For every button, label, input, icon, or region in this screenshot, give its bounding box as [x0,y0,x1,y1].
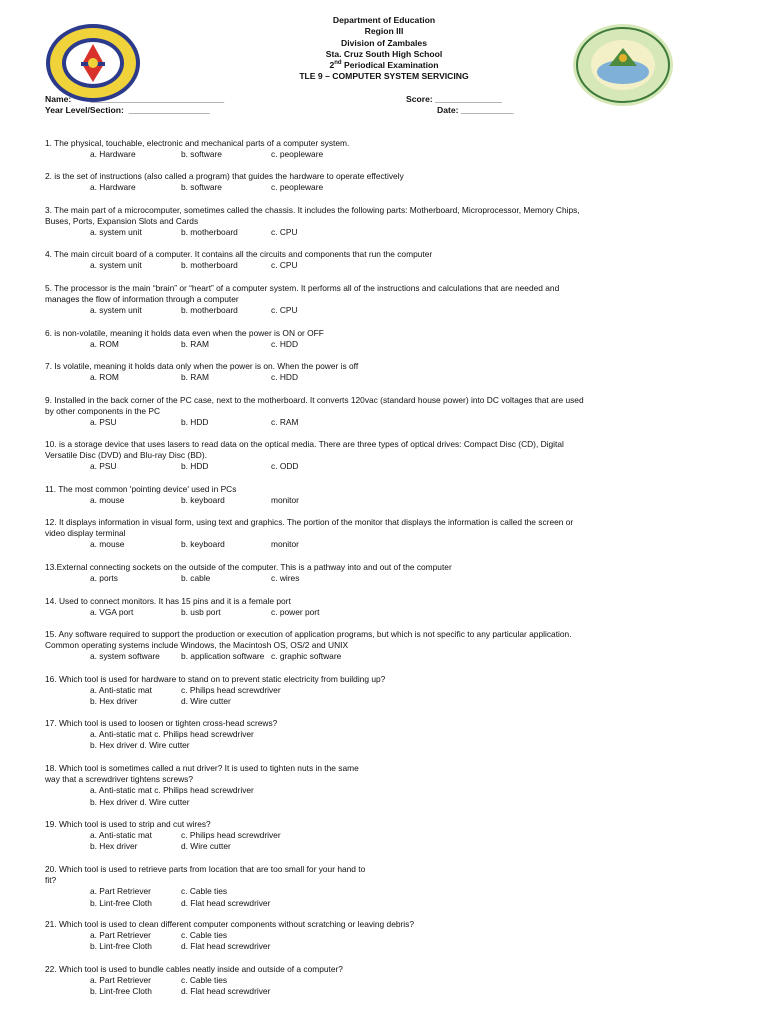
question-item [45,517,725,551]
question-text: 9. Installed in the back corner of the PC case, next to the motherboard. It converts 120vac (standard house power) into DC voltages that are used by other components in the PC [45,395,584,417]
answer-option[interactable]: b. Hex driver d. Wire cutter [90,796,190,807]
question-item [45,361,725,383]
question-text: 1. The physical, touchable, electronic and mechanical parts of a computer system. [45,138,350,148]
answer-option[interactable]: a. system unit [90,305,142,316]
answer-option[interactable]: b. Hex driver [90,696,138,707]
question-text: 4. The main circuit board of a computer. It contains all the circuits and components that run the computer [45,249,433,259]
header-division: Division of Zambales [341,38,427,48]
options-row [45,841,725,852]
answer-option[interactable]: b. keyboard [181,495,225,506]
header-subject: TLE 9 – COMPUTER SYSTEM SERVICING [299,71,469,81]
answer-option[interactable]: b. Lint-free Cloth [90,941,152,952]
answer-option[interactable]: a. PSU [90,461,117,472]
answer-option[interactable]: c. Cable ties [181,886,228,897]
question-text: 3. The main part of a microcomputer, sometimes called the chassis. It includes the following parts: Motherboard, Microprocessor, Memory Chips, Buses, Ports, Expansion Slots and Cards [45,205,580,227]
options-row [45,149,725,160]
options-row [45,740,725,751]
question-text: 5. The processor is the main “brain” or “heart” of a computer system. It performs all of the instructions and calculations that are needed and manages the flow of information through a computer [45,283,560,305]
question-text: 21. Which tool is used to clean different computer components without scratching or leaving debris? [45,919,415,929]
answer-option[interactable]: c. RAM [271,417,299,428]
question-text: 11. The most common 'pointing device' used in PCs [45,484,237,494]
question-text: 16. Which tool is used for hardware to stand on to prevent static electricity from building up? [45,674,386,684]
question-item [45,596,725,618]
question-item [45,484,725,506]
question-item [45,249,725,271]
options-row [45,785,725,796]
answer-option[interactable]: c. HDD [271,339,298,350]
question-item [45,718,725,752]
options-row [45,260,725,271]
question-item [45,864,725,909]
options-row [45,339,725,350]
answer-option[interactable]: d. Flat head screwdriver [181,897,271,908]
answer-option[interactable]: a. ROM [90,339,119,350]
answer-option[interactable]: a. Part Retriever [90,930,151,941]
answer-option[interactable]: c. peopleware [271,149,324,160]
answer-option[interactable]: b. RAM [181,339,209,350]
answer-option[interactable]: b. Hex driver [90,841,138,852]
question-text: 10. is a storage device that uses lasers to read data on the optical media. There are three types of optical drives: Compact Disc (CD), Digital Versatile Disc (DVD) and Blu-ray Disc (BD). [45,439,564,461]
question-item [45,964,725,998]
question-text: 14. Used to connect monitors. It has 15 pins and it is a female port [45,596,291,606]
header-department: Department of Education [332,15,436,25]
question-item [45,919,725,953]
name-field[interactable]: Name: ____________________________ [45,94,225,104]
options-row [45,729,725,740]
question-item [45,171,725,193]
answer-option[interactable]: a. Part Retriever [90,886,151,897]
answer-option[interactable]: a. Anti-static mat [90,830,152,841]
question-text: 13.External connecting sockets on the outside of the computer. This is a pathway into and out of the computer [45,562,452,572]
answer-option[interactable]: c. CPU [271,260,298,271]
question-item [45,562,725,584]
question-item [45,283,725,317]
answer-option[interactable]: d. Flat head screwdriver [181,986,271,997]
answer-option[interactable]: b. software [181,182,222,193]
question-text: 17. Which tool is used to loosen or tighten cross-head screws? [45,718,278,728]
answer-option[interactable]: c. Cable ties [181,975,228,986]
answer-option[interactable]: a. ROM [90,372,119,383]
question-text: 19. Which tool is used to strip and cut wires? [45,819,211,829]
question-text: 6. is non-volatile, meaning it holds data even when the power is ON or OFF [45,328,324,338]
answer-option[interactable]: a. VGA port [90,607,134,618]
question-text: 18. Which tool is sometimes called a nut driver? It is used to tighten nuts in the same way that a screwdriver tightens screws? [45,763,359,785]
answer-option[interactable]: a. Anti-static mat c. Philips head screwdriver [90,729,254,740]
answer-option[interactable]: c. HDD [271,372,298,383]
answer-option[interactable]: a. mouse [90,539,125,550]
question-text: 15. Any software required to support the production or execution of application programs, but which is not specific to any particular application. Common operating systems include Windows, the Macintosh OS, OS/2 and UNIX [45,629,572,651]
answer-option[interactable]: a. system unit [90,227,142,238]
options-row [45,651,725,662]
question-item [45,328,725,350]
answer-option[interactable]: b. RAM [181,372,209,383]
options-row [45,607,725,618]
answer-option[interactable]: a. Anti-static mat [90,685,152,696]
answer-option[interactable]: d. Wire cutter [181,841,231,852]
answer-option[interactable]: a. Hardware [90,182,136,193]
options-row [45,539,725,550]
answer-option[interactable]: c. Cable ties [181,930,228,941]
question-text: 2. is the set of instructions (also called a program) that guides the hardware to operate effectively [45,171,404,181]
answer-option[interactable]: a. Hardware [90,149,136,160]
score-field[interactable]: Score: ______________ [406,94,503,104]
answer-option[interactable]: b. HDD [181,461,209,472]
question-item [45,763,725,808]
question-item [45,395,725,429]
answer-option[interactable]: b. usb port [181,607,221,618]
options-row [45,986,725,997]
options-row [45,182,725,193]
answer-option[interactable]: b. HDD [181,417,209,428]
question-item [45,439,725,473]
answer-option[interactable]: b. motherboard [181,227,238,238]
answer-option[interactable]: b. motherboard [181,260,238,271]
answer-option[interactable]: c. Philips head screwdriver [181,685,281,696]
header-school: Sta. Cruz South High School [325,49,443,59]
options-row [45,461,725,472]
options-row [45,417,725,428]
answer-option[interactable]: b. motherboard [181,305,238,316]
options-row [45,305,725,316]
answer-option[interactable]: c. CPU [271,305,298,316]
answer-option[interactable]: c. peopleware [271,182,324,193]
options-row [45,696,725,707]
answer-option[interactable]: b. cable [181,573,211,584]
header-region: Region III [364,26,404,36]
answer-option[interactable]: monitor [271,539,299,550]
options-row [45,930,725,941]
question-text: 22. Which tool is used to bundle cables neatly inside and outside of a computer? [45,964,343,974]
answer-option[interactable]: c. graphic software [271,651,342,662]
answer-option[interactable]: a. system software [90,651,160,662]
answer-option[interactable]: b. Hex driver d. Wire cutter [90,740,190,751]
options-row [45,227,725,238]
question-item [45,819,725,853]
options-row [45,898,725,909]
options-row [45,372,725,383]
answer-option[interactable]: a. ports [90,573,118,584]
options-row [45,830,725,841]
answer-option[interactable]: c. ODD [271,461,299,472]
options-row [45,975,725,986]
question-item [45,205,725,239]
answer-option[interactable]: b. software [181,149,222,160]
options-row [45,685,725,696]
question-text: 12. It displays information in visual form, using text and graphics. The portion of the monitor that displays the information is called the screen or video display terminal [45,517,574,539]
answer-option[interactable]: c. power port [271,607,320,618]
answer-option[interactable]: b. Lint-free Cloth [90,986,152,997]
options-row [45,941,725,952]
options-row [45,495,725,506]
question-item [45,674,725,708]
answer-option[interactable]: c. wires [271,573,300,584]
answer-option[interactable]: d. Flat head screwdriver [181,941,271,952]
year-section-field[interactable]: Year Level/Section: _________________ [45,105,210,115]
answer-option[interactable]: monitor [271,495,299,506]
options-row [45,573,725,584]
answer-option[interactable]: b. Lint-free Cloth [90,897,152,908]
options-row [45,797,725,808]
answer-option[interactable]: c. CPU [271,227,298,238]
answer-option[interactable]: b. application software [181,651,265,662]
options-row [45,886,725,897]
answer-option[interactable]: c. Philips head screwdriver [181,830,281,841]
answer-option[interactable]: a. Anti-static mat c. Philips head screwdriver [90,785,254,796]
answer-option[interactable]: a. PSU [90,417,117,428]
question-text: 20. Which tool is used to retrieve parts from location that are too small for your hand to fit? [45,864,366,886]
question-item [45,629,725,663]
header-exam-title: 2nd Periodical Examination [329,60,439,70]
answer-option[interactable]: a. mouse [90,495,125,506]
answer-option[interactable]: a. Part Retriever [90,975,151,986]
answer-option[interactable]: d. Wire cutter [181,696,231,707]
answer-option[interactable]: a. system unit [90,260,142,271]
question-text: 7. Is volatile, meaning it holds data only when the power is on. When the power is off [45,361,359,371]
question-item [45,138,725,160]
answer-option[interactable]: b. keyboard [181,539,225,550]
date-field[interactable]: Date: ___________ [437,105,514,115]
